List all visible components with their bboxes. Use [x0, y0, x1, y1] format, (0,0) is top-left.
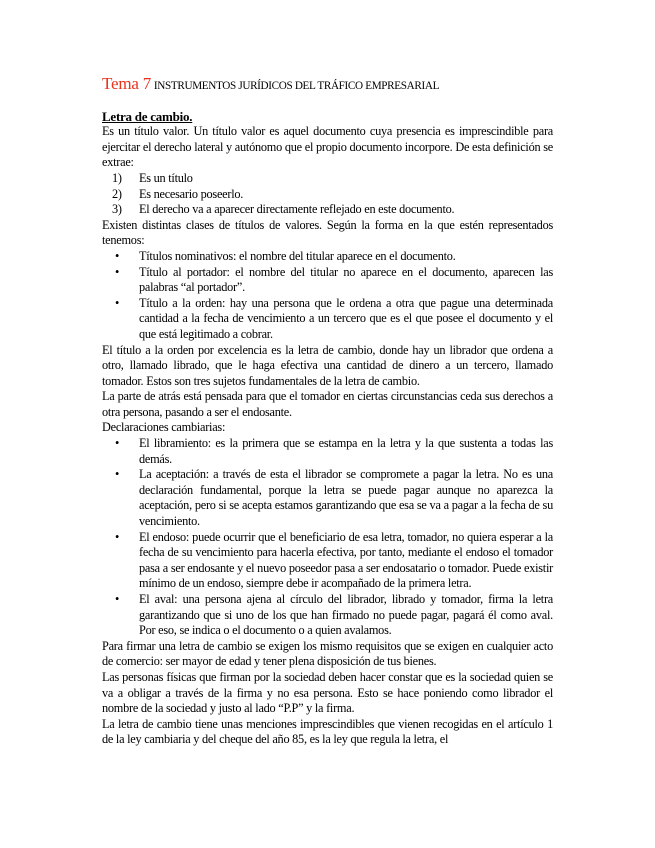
list-item — [102, 265, 553, 296]
list-item — [102, 249, 553, 265]
list-item-text: Títulos nominativos: el nombre del titular aparece en el documento. — [139, 248, 456, 263]
list-item — [102, 202, 553, 218]
intro-paragraph: Es un título valor. Un título valor es aquel documento cuya presencia es imprescindible para ejercitar el derecho lateral y autónomo que el propio documento incorpore. De esta definición se extrae: — [102, 124, 553, 170]
list-item-text: Título al portador: el nombre del titular no aparece en el documento, aparecen las palabras “al portador”. — [139, 264, 553, 295]
bullet-icon: • — [115, 248, 120, 263]
list-item-text: El libramiento: es la primera que se estampa en la letra y la que sustenta a todas las demás. — [139, 436, 553, 466]
list-item — [102, 592, 553, 639]
bullet-icon: • — [115, 436, 120, 451]
list-item-text: El endoso: puede ocurrir que el beneficiario de esa letra, tomador, no quiera esperar a la fecha de su vencimiento para hacerla efectiva, por tanto, mediante el endoso el tomador pasa a ser endosante y el nuevo poseedor pasa a ser endosatario o tomador. Puede existir mínimo de un endoso, siempre debe ir acompañado de la primera letra. — [139, 529, 553, 591]
chapter-title: INSTRUMENTOS JURÍDICOS DEL TRÁFICO EMPRESARIAL — [153, 80, 440, 92]
classes-paragraph: Existen distintas clases de títulos de valores. Según la forma en la que estén representados tenemos: — [102, 217, 553, 248]
declaration-list — [102, 436, 553, 639]
list-item — [102, 296, 553, 343]
bullet-icon: • — [115, 295, 120, 310]
personas-paragraph: Las personas físicas que firman por la sociedad deben hacer constar que es la sociedad quien se va a obligar a través de la firma y no esa persona. Esto se hace poniendo como librador el nombre de la sociedad y justo al lado “P.P” y la firma. — [102, 669, 553, 716]
list-marker: 3) — [112, 202, 122, 217]
list-item-text: El derecho va a aparecer directamente reflejado en este documento. — [139, 202, 455, 217]
list-item-text: El aval: una persona ajena al círculo del librador, librado y tomador, firma la letra garantizando que si uno de los que han firmado no puede pagar, pagará él como aval. Por eso, se indica o el documento o a quien avalamos. — [139, 592, 553, 638]
bullet-icon: • — [115, 529, 120, 544]
bullet-icon: • — [115, 592, 120, 606]
list-item-text: Título a la orden: hay una persona que le ordena a otra que pague una determinada cantidad a la fecha de vencimiento a un tercero que es el que posee el documento y el que está legitimado a cobrar. — [139, 295, 553, 341]
chapter-heading — [102, 76, 553, 95]
list-marker: 2) — [112, 186, 122, 201]
list-marker: 1) — [112, 170, 122, 185]
list-item — [102, 467, 553, 529]
list-item — [102, 436, 553, 467]
list-item — [102, 171, 553, 187]
list-item-text: Es necesario poseerlo. — [139, 186, 244, 201]
chapter-number: Tema 7 — [102, 74, 152, 93]
list-item — [102, 187, 553, 203]
definition-list — [102, 171, 553, 218]
bullet-icon: • — [115, 467, 120, 482]
declaraciones-label: Declaraciones cambiarias: — [102, 420, 226, 435]
list-item — [102, 530, 553, 592]
endoso-paragraph: La parte de atrás está pensada para que el tomador en ciertas circunstancias ceda sus derechos a otra persona, pasando a ser el endosante. — [102, 389, 553, 419]
orden-paragraph: El título a la orden por excelencia es la letra de cambio, donde hay un librador que ordena a otro, llamado librado, que le haga efectiva una cantidad de dinero a un tercero, llamado tomador. Estos son tres sujetos fundamentales de la letra de cambio. — [102, 342, 553, 388]
bullet-icon: • — [115, 264, 120, 279]
document-page — [102, 76, 553, 748]
class-list — [102, 249, 553, 343]
section-title: Letra de cambio. — [102, 108, 193, 124]
list-item-text: La aceptación: a través de esta el librador se compromete a pagar la letra. No es una declaración fundamental, porque la letra se puede pagar aunque no aparezca la aceptación, pero si se acepta estamos garantizando que esa se va a pagar a la fecha de su vencimiento. — [139, 467, 553, 529]
menciones-paragraph: La letra de cambio tiene unas menciones imprescindibles que vienen recogidas en el artículo 1 de la ley cambiaria y del cheque del año 85, es la ley que regula la letra, el — [102, 716, 553, 747]
list-item-text: Es un título — [139, 170, 193, 185]
firmar-paragraph: Para firmar una letra de cambio se exigen los mismo requisitos que se exigen en cualquier acto de comercio: ser mayor de edad y tener plena disposición de tus bienes. — [102, 638, 553, 669]
